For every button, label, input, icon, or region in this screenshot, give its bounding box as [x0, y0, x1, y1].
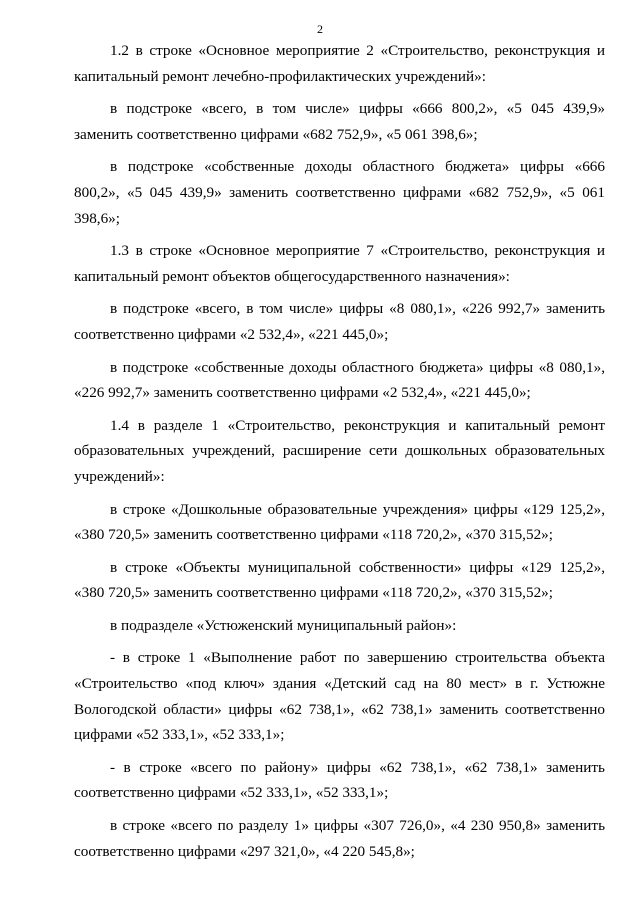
page-number: 2: [317, 22, 323, 36]
paragraph-municipal-objects-row: в строке «Объекты муниципальной собственности» цифры «129 125,2», «380 720,5» заменить соответственно цифрами «118 720,2», «370 315,52»;: [74, 558, 605, 602]
paragraph-district-total-row: - в строке «всего по району» цифры «62 738,1», «62 738,1» заменить соответственно цифрами «52 333,1», «52 333,1»;: [74, 758, 605, 802]
paragraph-1-4-heading: 1.4 в разделе 1 «Строительство, реконструкция и капитальный ремонт образовательных учреждений, расширение сети дошкольных образовательных учреждений»:: [74, 416, 605, 485]
paragraph-kindergarten-row: - в строке 1 «Выполнение работ по завершению строительства объекта «Строительство «под ключ» здания «Детский сад на 80 мест» в г. Устюжне Вологодской области» цифры «62 738,1», «62 738,1» заменить соответственно цифрами «52 333,1», «52 333,1»;: [74, 649, 605, 744]
paragraph-1-3-heading: 1.3 в строке «Основное мероприятие 7 «Строительство, реконструкция и капитальный ремонт объектов общегосударственного назначения»:: [74, 242, 605, 285]
paragraph-ustyuzhna-subsection: в подразделе «Устюженский муниципальный район»:: [110, 616, 457, 634]
paragraph-section-total-row: в строке «всего по разделу 1» цифры «307 726,0», «4 230 950,8» заменить соответственно цифрами «297 321,0», «4 220 545,8»;: [74, 817, 605, 860]
paragraph-1-3-own-revenue: в подстроке «собственные доходы областного бюджета» цифры «8 080,1», «226 992,7» заменить соответственно цифрами «2 532,4», «221 445,0»;: [74, 358, 605, 402]
paragraph-1-2-heading: 1.2 в строке «Основное мероприятие 2 «Строительство, реконструкция и капитальный ремонт лечебно-профилактических учреждений»:: [74, 42, 605, 85]
document-body: [74, 38, 605, 864]
paragraph-preschool-row: в строке «Дошкольные образовательные учреждения» цифры «129 125,2», «380 720,5» заменить соответственно цифрами «118 720,2», «370 315,52»;: [74, 500, 605, 544]
paragraph-1-3-total: в подстроке «всего, в том числе» цифры «8 080,1», «226 992,7» заменить соответственно цифрами «2 532,4», «221 445,0»;: [74, 300, 605, 343]
paragraph-1-2-total: в подстроке «всего, в том числе» цифры «666 800,2», «5 045 439,9» заменить соответственно цифрами «682 752,9», «5 061 398,6»;: [74, 100, 605, 143]
paragraph-1-2-own-revenue: в подстроке «собственные доходы областного бюджета» цифры «666 800,2», «5 045 439,9» заменить соответственно цифрами «682 752,9», «5 061 398,6»;: [74, 158, 605, 227]
